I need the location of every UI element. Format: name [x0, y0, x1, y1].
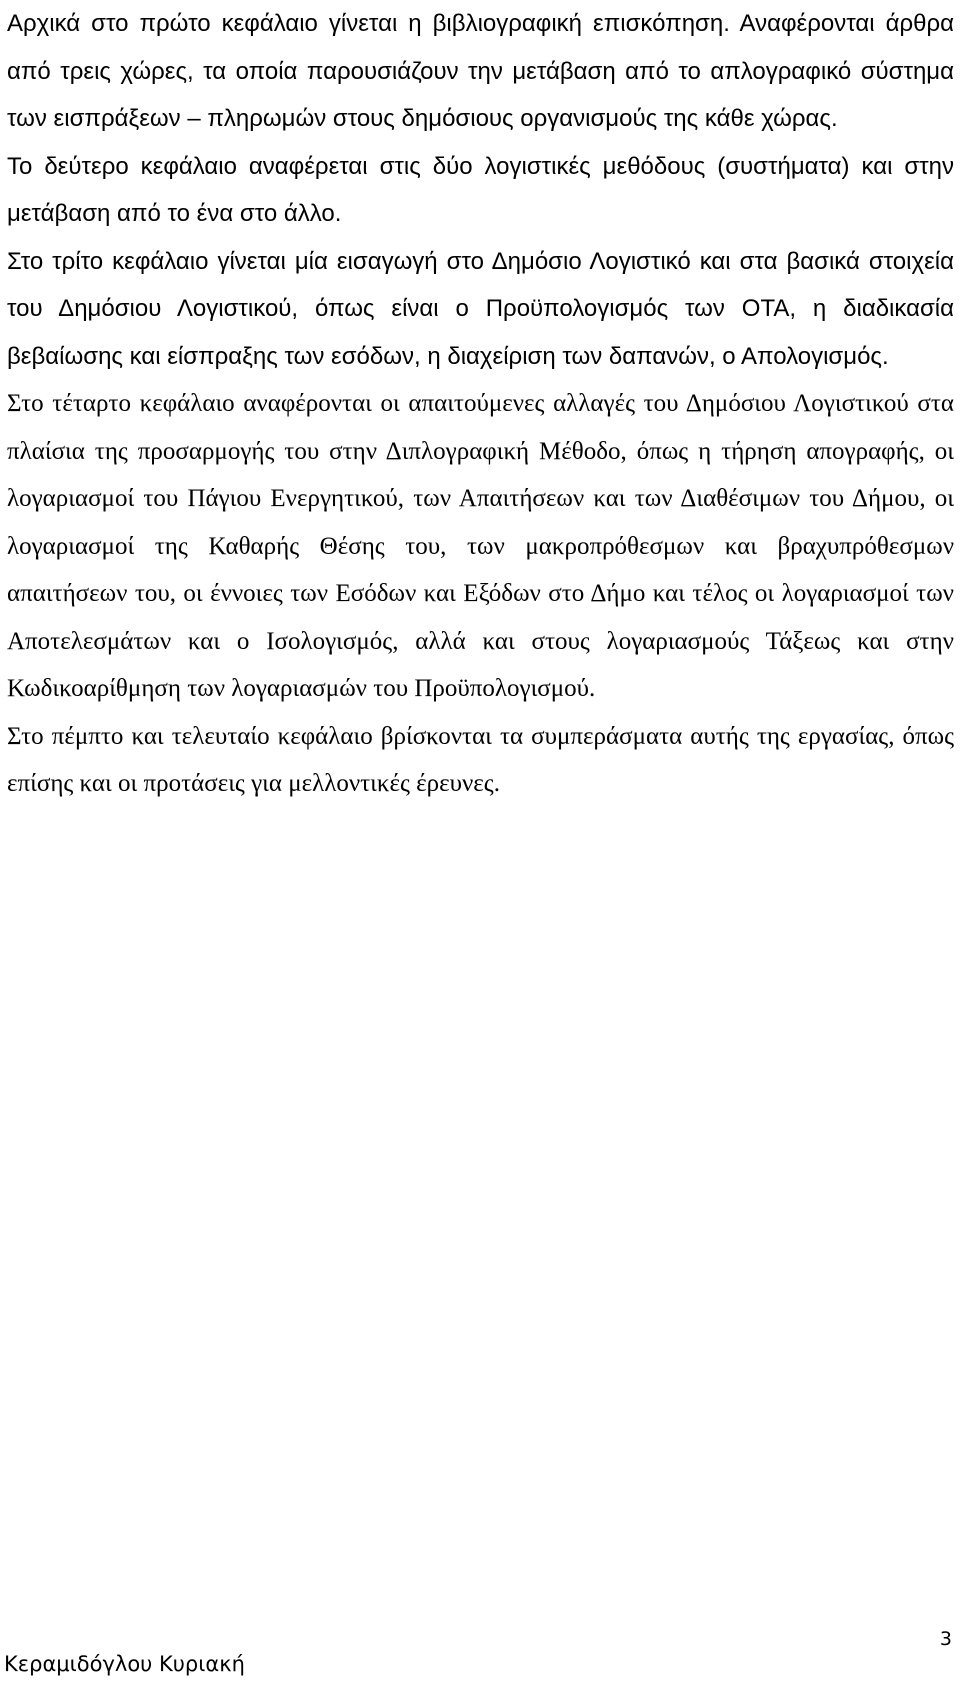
document-body [7, 0, 954, 808]
paragraph-chapter-five: Στο πέμπτο και τελευταίο κεφάλαιο βρίσκονται τα συμπεράσματα αυτής της εργασίας, όπως επίσης και οι προτάσεις για μελλοντικές έρευνες. [7, 722, 954, 797]
paragraph-chapter-one: Αρχικά στο πρώτο κεφάλαιο γίνεται η βιβλιογραφική επισκόπηση. Αναφέρονται άρθρα από τρεις χώρες, τα οποία παρουσιάζουν την μετάβαση από το απλογραφικό σύστημα των εισπράξεων – πληρωμών στους δημόσιους οργανισμούς της κάθε χώρας. [7, 10, 954, 132]
footer-author: Κεραμιδόγλου Κυριακή [4, 1652, 245, 1676]
paragraph-chapter-two: Το δεύτερο κεφάλαιο αναφέρεται στις δύο λογιστικές μεθόδους (συστήματα) και στην μετάβαση από το ένα στο άλλο. [7, 152, 954, 227]
page-number: 3 [939, 1628, 952, 1650]
paragraph-chapter-four: Στο τέταρτο κεφάλαιο αναφέρονται οι απαιτούμενες αλλαγές του Δημόσιου Λογιστικού στα πλαίσια της προσαρμογής του στην Διπλογραφική Μέθοδο, όπως η τήρηση απογραφής, οι λογαριασμοί του Πάγιου Ενεργητικού, των Απαιτήσεων και των Διαθέσιμων του Δήμου, οι λογαριασμοί της Καθαρής Θέσης του, των μακροπρόθεσμων και βραχυπρόθεσμων απαιτήσεων του, οι έννοιες των Εσόδων και Εξόδων στο Δήμο και τέλος οι λογαριασμοί των Αποτελεσμάτων και ο Ισολογισμός, αλλά και στους λογαριασμούς Τάξεως και στην Κωδικοαρίθμηση των λογαριασμών του Προϋπολογισμού. [7, 390, 954, 702]
paragraph-chapter-three: Στο τρίτο κεφάλαιο γίνεται μία εισαγωγή στο Δημόσιο Λογιστικό και στα βασικά στοιχεία του Δημόσιου Λογιστικού, όπως είναι ο Προϋπολογισμός των ΟΤΑ, η διαδικασία βεβαίωσης και είσπραξης των εσόδων, η διαχείριση των δαπανών, ο Απολογισμός. [7, 247, 954, 370]
